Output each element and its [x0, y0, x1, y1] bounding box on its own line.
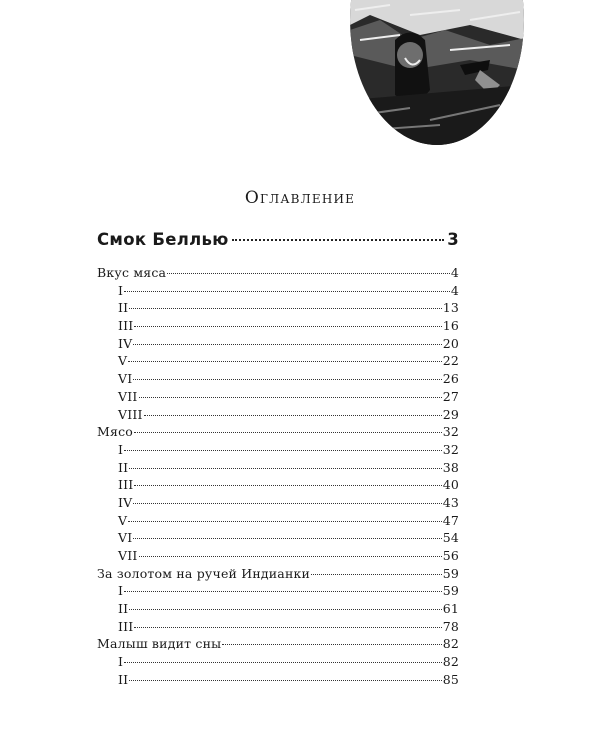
entry-page: 40 [442, 477, 459, 493]
entry-page: 27 [442, 388, 459, 404]
toc-chapter-entry [97, 317, 459, 335]
entry-label: Малыш видит сны [97, 636, 222, 652]
toc-list [97, 264, 459, 689]
dot-leader [134, 326, 441, 327]
toc-chapter-entry [97, 529, 459, 547]
entry-label: I [118, 583, 124, 599]
dot-leader [139, 556, 442, 557]
dot-leader [134, 485, 441, 486]
entry-label: За золотом на ручей Индианки [97, 565, 311, 581]
toc-chapter-entry [97, 512, 459, 530]
toc-chapter-entry [97, 582, 459, 600]
toc-story-entry [97, 565, 459, 583]
entry-page: 82 [442, 636, 459, 652]
entry-page: 13 [442, 300, 459, 316]
dot-leader [124, 291, 450, 292]
entry-label: VII [118, 388, 138, 404]
dot-leader [222, 644, 441, 645]
entry-label: VII [118, 548, 138, 563]
entry-label: II [118, 601, 129, 617]
toc-chapter-entry [97, 388, 459, 406]
toc-chapter-entry [97, 476, 459, 494]
dot-leader [232, 239, 445, 241]
entry-page: 20 [442, 335, 459, 351]
dot-leader [124, 591, 442, 592]
entry-page: 26 [442, 371, 459, 387]
entry-label: II [118, 300, 129, 316]
toc-chapter-entry [97, 335, 459, 353]
entry-page: 54 [442, 530, 459, 546]
toc-chapter-entry [97, 494, 459, 512]
dot-leader [134, 627, 441, 628]
dot-leader [124, 450, 442, 451]
entry-page: 4 [450, 265, 459, 280]
entry-label: VIII [118, 406, 143, 422]
toc-chapter-entry [97, 653, 459, 671]
entry-page: 32 [442, 441, 459, 457]
dot-leader [129, 468, 441, 469]
dot-leader [124, 662, 442, 663]
dot-leader [129, 609, 441, 610]
entry-label: IV [118, 335, 133, 351]
toc-chapter-entry [97, 547, 459, 565]
toc-chapter-entry [97, 459, 459, 477]
entry-label: III [118, 318, 134, 334]
entry-label: III [118, 618, 134, 634]
entry-page: 59 [442, 565, 459, 581]
entry-page: 38 [442, 459, 459, 475]
dot-leader [128, 521, 441, 522]
entry-page: 43 [442, 494, 459, 510]
entry-page: 16 [442, 318, 459, 334]
dot-leader [167, 273, 450, 274]
entry-label: Мясо [97, 424, 134, 440]
toc-story-entry [97, 423, 459, 441]
toc-chapter-entry [97, 406, 459, 424]
entry-page: 85 [442, 671, 459, 687]
entry-label: V [118, 353, 128, 369]
dot-leader [134, 432, 442, 433]
toc-chapter-entry [97, 671, 459, 689]
toc-chapter-entry [97, 299, 459, 317]
dot-leader [133, 379, 441, 380]
entry-label: VI [118, 530, 133, 546]
entry-label: VI [118, 371, 133, 387]
entry-page: 47 [442, 512, 459, 528]
toc-title: Оглавление [244, 188, 356, 208]
entry-label: Вкус мяса [97, 265, 167, 280]
toc-story-entry [97, 264, 459, 282]
entry-page: 22 [442, 353, 459, 369]
dot-leader [139, 397, 442, 398]
entry-label: III [118, 477, 134, 493]
entry-label: II [118, 671, 129, 687]
toc-chapter-entry [97, 370, 459, 388]
dot-leader [133, 538, 441, 539]
entry-page: 82 [442, 654, 459, 670]
toc-chapter-entry [97, 600, 459, 618]
toc-chapter-entry [97, 618, 459, 636]
entry-label: I [118, 282, 124, 298]
dot-leader [144, 415, 442, 416]
entry-label: II [118, 459, 129, 475]
entry-page: 78 [442, 618, 459, 634]
part-entry [97, 230, 459, 249]
dot-leader [133, 344, 441, 345]
entry-page: 61 [442, 601, 459, 617]
toc-chapter-entry [97, 352, 459, 370]
dot-leader [128, 361, 441, 362]
dot-leader [129, 680, 441, 681]
entry-label: V [118, 512, 128, 528]
entry-label: I [118, 441, 124, 457]
toc-chapter-entry [97, 282, 459, 300]
part-page: 3 [447, 230, 459, 249]
chapter-illustration [350, 0, 525, 145]
entry-page: 32 [442, 424, 459, 440]
entry-page: 59 [442, 583, 459, 599]
entry-label: I [118, 654, 124, 670]
entry-page: 29 [442, 406, 459, 422]
toc-story-entry [97, 635, 459, 653]
entry-page: 4 [450, 282, 459, 298]
toc-chapter-entry [97, 441, 459, 459]
dot-leader [133, 503, 441, 504]
dot-leader [311, 574, 442, 575]
entry-page: 56 [442, 548, 459, 563]
part-title: Смок Беллью [97, 230, 229, 249]
dot-leader [129, 308, 441, 309]
entry-label: IV [118, 494, 133, 510]
